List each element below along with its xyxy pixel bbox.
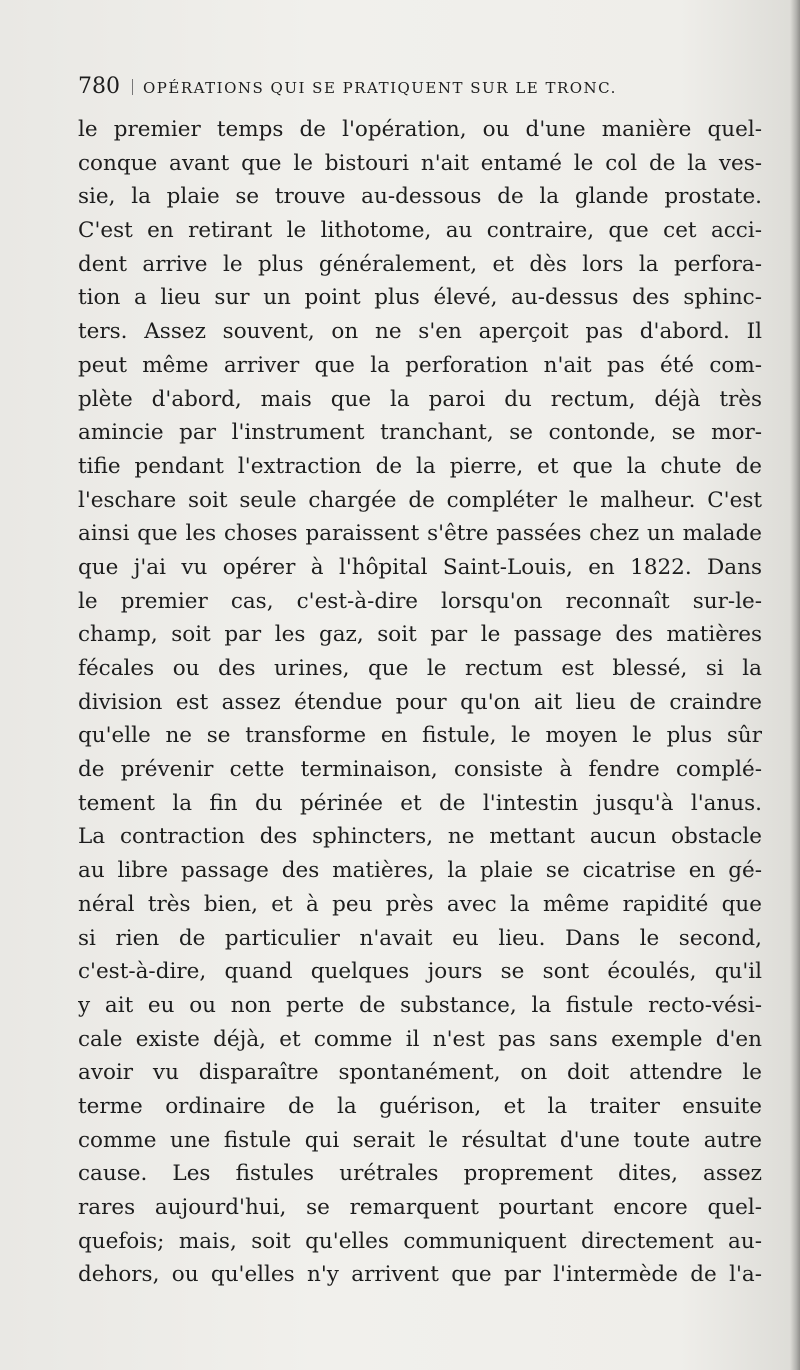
text-line: dent arrive le plus généralement, et dès lors la perfora-: [78, 251, 762, 277]
text-line: néral très bien, et à peu près avec la même rapidité que: [78, 891, 762, 917]
text-line: qu'elle ne se transforme en fistule, le moyen le plus sûr: [78, 723, 762, 749]
text-line: fécales ou des urines, que le rectum est blessé, si la: [78, 656, 762, 681]
text-line: comme une fistule qui serait le résultat d'une toute autre: [78, 1127, 762, 1153]
text-line: conque avant que le bistouri n'ait entamé le col de la ves-: [78, 150, 762, 176]
text-line: La contraction des sphincters, ne mettant aucun obstacle: [78, 824, 762, 850]
text-line: dehors, ou qu'elles n'y arrivent que par l'intermède de l'a-: [78, 1262, 762, 1288]
text-line: amincie par l'instrument tranchant, se contonde, se mor-: [78, 420, 762, 446]
text-line: peut même arriver que la perforation n'ait pas été com-: [78, 352, 762, 378]
text-line: y ait eu ou non perte de substance, la fistule recto-vési-: [78, 992, 762, 1018]
text-line: au libre passage des matières, la plaie se cicatrise en gé-: [78, 858, 762, 884]
text-line: rares aujourd'hui, se remarquent pourtant encore quel-: [78, 1195, 762, 1220]
text-line: si rien de particulier n'avait eu lieu. Dans le second,: [78, 925, 762, 951]
running-title: OPÉRATIONS QUI SE PRATIQUENT SUR LE TRONC.: [143, 79, 617, 97]
body-text: [78, 113, 762, 1292]
text-line: l'eschare soit seule chargée de compléter le malheur. C'est: [78, 487, 762, 513]
text-line: sie, la plaie se trouve au-dessous de la glande prostate.: [78, 184, 762, 210]
text-line: terme ordinaire de la guérison, et la traiter ensuite: [78, 1093, 762, 1119]
text-line: cale existe déjà, et comme il n'est pas sans exemple d'en: [78, 1026, 762, 1052]
page-edge-shadow: [790, 0, 800, 1370]
text-line: plète d'abord, mais que la paroi du rectum, déjà très: [78, 386, 762, 412]
text-line: quefois; mais, soit qu'elles communiquent directement au-: [78, 1228, 762, 1254]
text-line: ainsi que les choses paraissent s'être passées chez un malade: [78, 521, 762, 547]
text-line: tifie pendant l'extraction de la pierre, et que la chute de: [78, 453, 762, 479]
text-line: cause. Les fistules urétrales proprement dites, assez: [78, 1161, 762, 1187]
text-line: tion a lieu sur un point plus élevé, au-dessus des sphinc-: [78, 285, 762, 311]
text-line: ters. Assez souvent, on ne s'en aperçoit pas d'abord. Il: [78, 319, 762, 345]
text-line: de prévenir cette terminaison, consiste à fendre complé-: [78, 757, 762, 783]
running-header: [78, 72, 718, 102]
text-line: C'est en retirant le lithotome, au contraire, que cet acci-: [78, 218, 762, 244]
text-line: le premier cas, c'est-à-dire lorsqu'on reconnaît sur-le-: [78, 588, 762, 614]
text-line: le premier temps de l'opération, ou d'une manière quel-: [78, 117, 762, 142]
text-line: tement la fin du périnée et de l'intestin jusqu'à l'anus.: [78, 790, 762, 816]
text-line: division est assez étendue pour qu'on ait lieu de craindre: [78, 689, 762, 715]
header-divider: [132, 79, 133, 95]
page-number: 780: [78, 74, 120, 99]
text-line: c'est-à-dire, quand quelques jours se sont écoulés, qu'il: [78, 959, 762, 985]
text-line: avoir vu disparaître spontanément, on doit attendre le: [78, 1060, 762, 1086]
text-line: que j'ai vu opérer à l'hôpital Saint-Louis, en 1822. Dans: [78, 554, 762, 580]
text-line: champ, soit par les gaz, soit par le passage des matières: [78, 622, 762, 648]
